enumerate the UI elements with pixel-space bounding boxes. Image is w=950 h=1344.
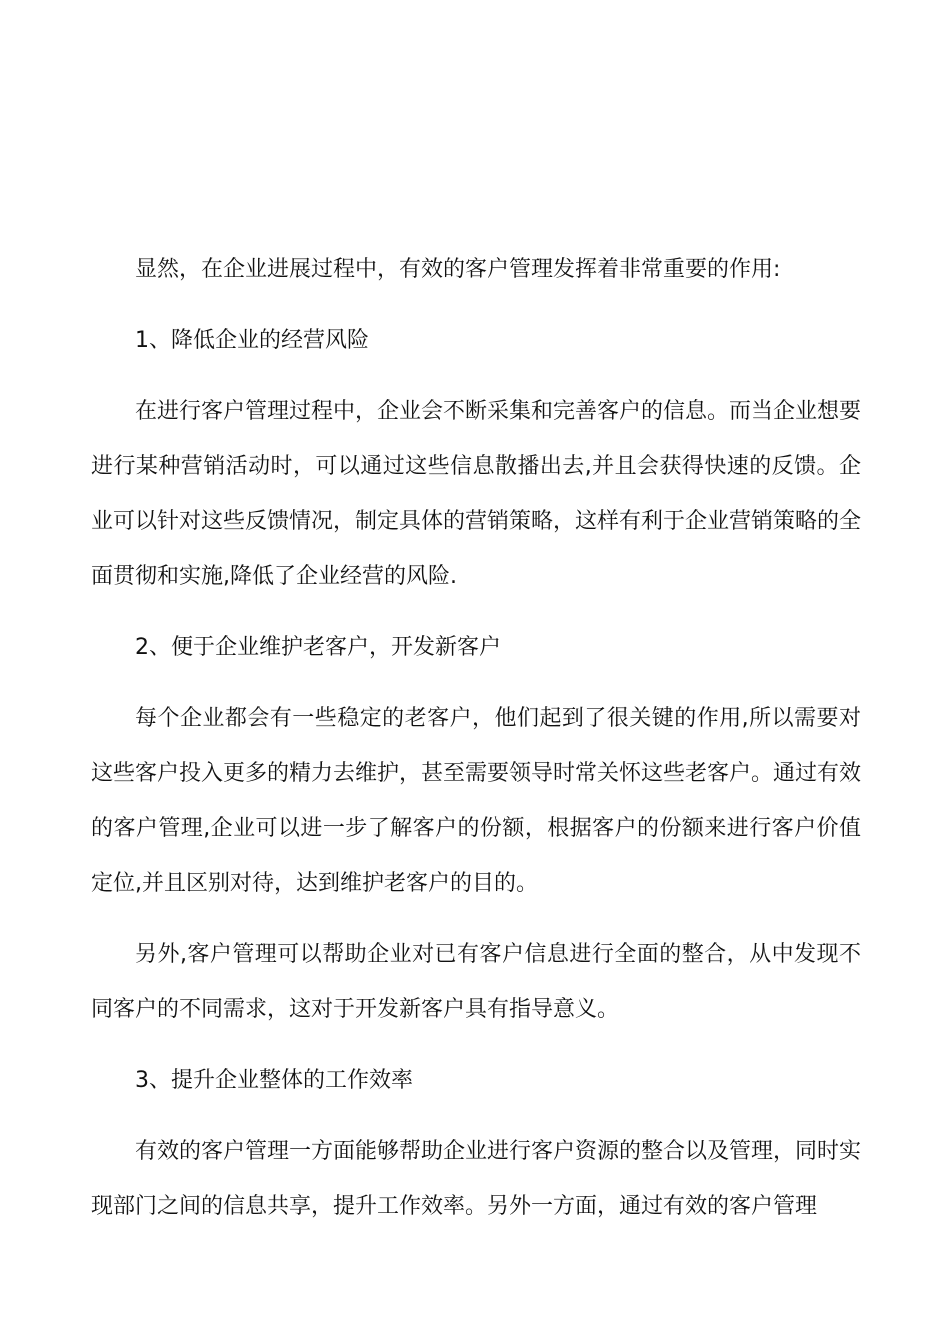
document-body xyxy=(91,242,861,1234)
intro-paragraph: 显然，在企业进展过程中，有效的客户管理发挥着非常重要的作用: xyxy=(135,257,781,282)
section-body-2a: 每个企业都会有一些稳定的老客户，他们起到了很关键的作用,所以需要对这些客户投入更多的精力去维护，甚至需要领导时常关怀这些老客户。通过有效的客户管理,企业可以进一步了解客户的份额，根据客户的份额来进行客户价值定位,并且区别对待，达到维护老客户的目的。 xyxy=(91,706,862,896)
section-heading-3: 3、提升企业整体的工作效率 xyxy=(135,1068,413,1093)
section-body-2b: 另外,客户管理可以帮助企业对已有客户信息进行全面的整合，从中发现不同客户的不同需求，这对于开发新客户具有指导意义。 xyxy=(91,942,861,1022)
section-body-1: 在进行客户管理过程中，企业会不断采集和完善客户的信息。而当企业想要进行某种营销活动时，可以通过这些信息散播出去,并且会获得快速的反馈。企业可以针对这些反馈情况，制定具体的营销策略，这样有利于企业营销策略的全面贯彻和实施,降低了企业经营的风险. xyxy=(91,399,862,589)
section-body-3: 有效的客户管理一方面能够帮助企业进行客户资源的整合以及管理，同时实现部门之间的信息共享，提升工作效率。另外一方面，通过有效的客户管理 xyxy=(91,1139,862,1219)
section-heading-1: 1、降低企业的经营风险 xyxy=(135,328,369,353)
section-heading-2: 2、便于企业维护老客户，开发新客户 xyxy=(135,635,501,660)
